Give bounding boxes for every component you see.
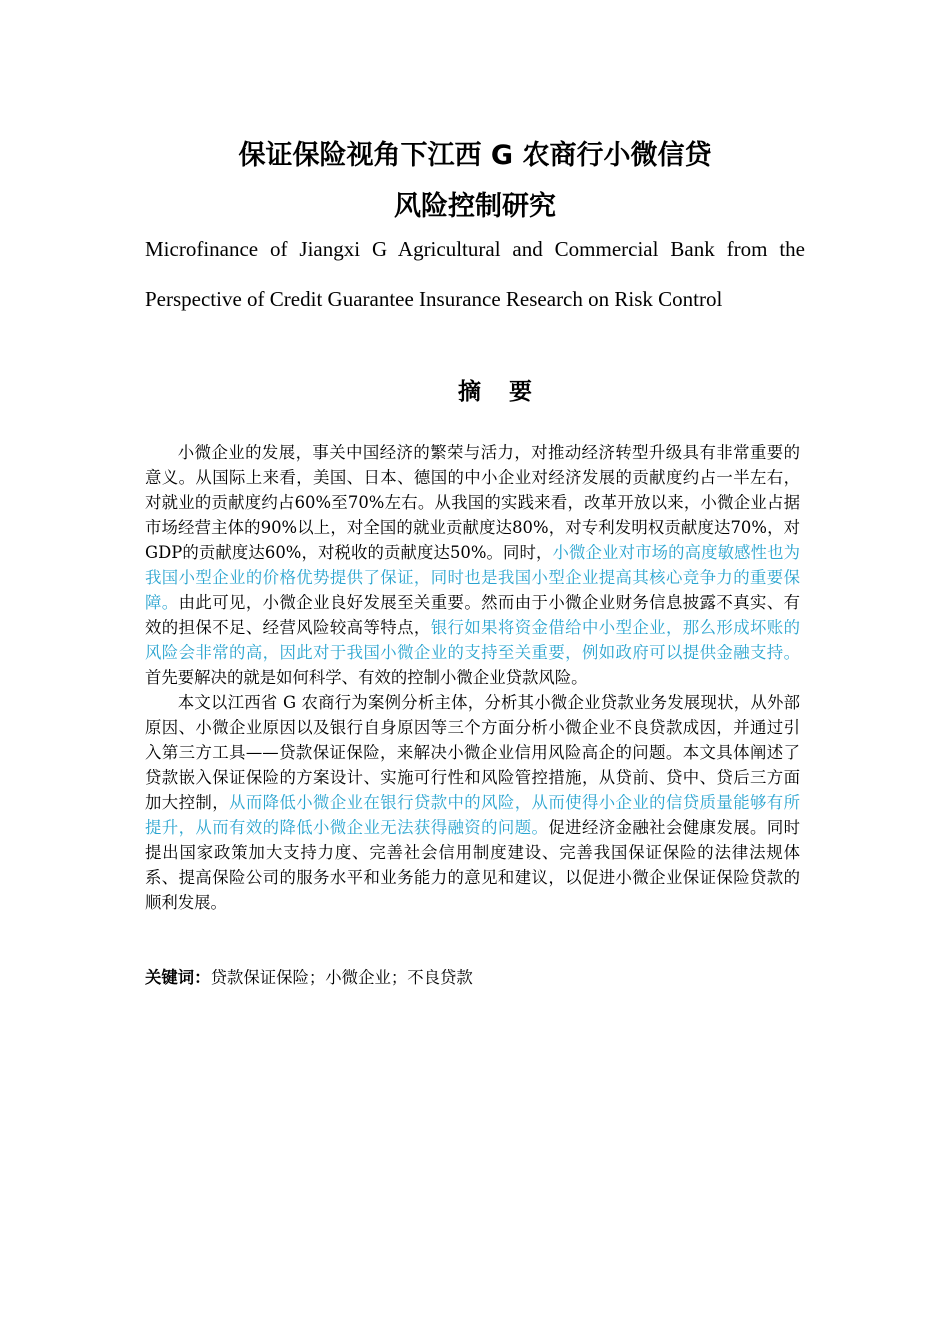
chinese-title-line-2: 风险控制研究 [394, 191, 556, 222]
abstract-body [145, 440, 800, 915]
paragraph-text: 本文以江西省 G 农商行为案例分析主体，分析其小微企业贷款业务发展现状，从外部原因、小微企业原因以及银行自身原因等三个方面分析小微企业不良贷款成因，并通过引入第三方工具——贷款保证保险，来解决小微企业信用风险高企的问题。本文具体阐述了贷款嵌入保证保险的方案设计、实施可行性和风险管控措施，从贷前、贷中、贷后三方面加大控制， [145, 693, 800, 812]
paragraph-text: 由此可见，小微企业良好发展至关重要。然而由于小微企业财务信息披露不真实、有效的担保不足、经营风险较高等特点， [145, 593, 801, 637]
highlighted-text: 从而降低小微企业在银行贷款中的风险，从而使得小企业的信贷质量能够有所提升，从而有效的降低小微企业无法获得融资的问题。 [145, 793, 801, 837]
abstract-heading: 摘 要 [457, 379, 542, 405]
highlighted-text: 银行如果将资金借给中小型企业，那么形成坏账的风险会非常的高，因此对于我国小微企业的支持至关重要，例如政府可以提供金融支持。 [145, 618, 801, 662]
keywords-line [145, 964, 473, 988]
abstract-paragraph-1 [145, 440, 800, 690]
keywords-value: 贷款保证保险；小微企业；不良贷款 [210, 968, 473, 987]
highlighted-text: 小微企业对市场的高度敏感性也为我国小型企业的价格优势提供了保证，同时也是我国小型企业提高其核心竞争力的重要保障。 [145, 543, 800, 612]
paragraph-text: 首先要解决的就是如何科学、有效的控制小微企业贷款风险。 [145, 668, 588, 687]
keywords-label: 关键词： [145, 968, 211, 987]
paragraph-text: 促进经济金融社会健康发展。同时提出国家政策加大支持力度、完善社会信用制度建设、完善我国保证保险的法律法规体系、提高保险公司的服务水平和业务能力的意见和建议，以促进小微企业保证保险贷款的顺利发展。 [145, 818, 801, 912]
chinese-title-line-1: 保证保险视角下江西 G 农商行小微信贷 [238, 140, 712, 171]
english-title-line-2: Perspective of Credit Guarantee Insurance Research on Risk Control [145, 287, 723, 311]
paragraph-text: 小微企业的发展，事关中国经济的繁荣与活力，对推动经济转型升级具有非常重要的意义。从国际上来看，美国、日本、德国的中小企业对经济发展的贡献度约占一半左右，对就业的贡献度约占60%至70%左右。从我国的实践来看，改革开放以来，小微企业占据市场经营主体的90%以上，对全国的就业贡献度达80%，对专利发明权贡献度达70%，对GDP的贡献度达60%，对税收的贡献度达50%。同时， [145, 443, 800, 562]
abstract-paragraph-2 [145, 690, 800, 915]
english-title-line-1: Microfinance of Jiangxi G Agricultural and Commercial Bank from the [145, 237, 805, 261]
